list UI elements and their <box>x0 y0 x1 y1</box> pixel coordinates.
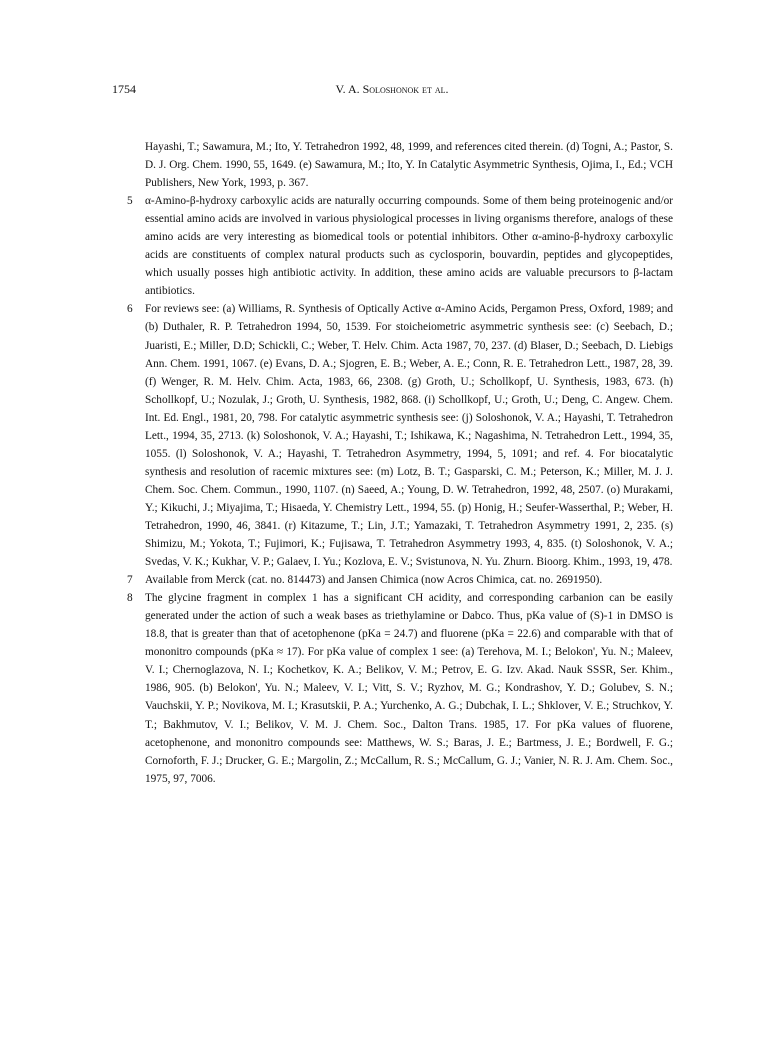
note-6 <box>127 300 673 571</box>
running-head-text: V. A. Soloshonok et al. <box>335 82 449 96</box>
note-number: 6 <box>127 303 133 316</box>
note-text: α-Amino-β-hydroxy carboxylic acids are naturally occurring compounds. Some of them being proteinogenic and/or essential amino acids are involved in various physiological processes in living organisms therefore, analogs of these amino acids are very interesting as biomedical tools or potential inhibitors. Other α-amino-β-hydroxy carboxylic acids are constituents of complex natural products such as cyclosporin, bouvardin, peptides and glycopeptides, which usually posses high antibiotic activity. In addition, these amino acids are valuable precursors to β-lactam antibiotics. <box>145 195 673 298</box>
note-number: 5 <box>127 195 133 208</box>
notes-section <box>127 138 673 788</box>
note-text: The glycine fragment in complex 1 has a significant CH acidity, and corresponding carbanion can be easily generated under the action of such a weak bases as triethylamine or Dabco. Thus, pKa value of (S)-1 in DMSO is 18.8, that is greater than that of acetophenone (pKa = 24.7) and fluorene (pKa = 22.6) and comparable with that of mononitro compounds (pKa ≈ 17). For pKa value of complex 1 see: (a) Terehova, M. I.; Belokon', Yu. N.; Maleev, V. I.; Chernoglazova, N. I.; Kochetkov, K. A.; Belikov, V. M.; Petrov, E. G. Izv. Akad. Nauk SSSR, Ser. Khim., 1986, 905. (b) Belokon', Yu. N.; Maleev, V. I.; Vitt, S. V.; Ryzhov, M. G.; Kondrashov, Y. D.; Golubev, S. N.; Vauchskii, Y. P.; Novikova, M. I.; Krasutskii, P. A.; Yurchenko, A. G.; Dubchak, I. L.; Shklover, V. E.; Struchkov, Y. T.; Bakhmutov, V. I.; Belikov, V. M. J. Chem. Soc., Dalton Trans. 1985, 17. For pKa values of fluorene, acetophenone, and mononitro compounds see: Matthews, W. S.; Baras, J. E.; Bartmess, J. E.; Bordwell, F. G.; Cornoforth, F. J.; Drucker, G. E.; Margolin, Z.; McCallum, R. S.; McCallum, G. J.; Vanier, N. R. J. Am. Chem. Soc., 1975, 97, 7006. <box>145 592 673 785</box>
note-text: Available from Merck (cat. no. 814473) and Jansen Chimica (now Acros Chimica, cat. no. 2691950). <box>145 574 603 587</box>
note-text: Hayashi, T.; Sawamura, M.; Ito, Y. Tetrahedron 1992, 48, 1999, and references cited therein. (d) Togni, A.; Pastor, S. D. J. Org. Chem. 1990, 55, 1649. (e) Sawamura, M.; Ito, Y. In Catalytic Asymmetric Synthesis, Ojima, I., Ed.; VCH Publishers, New York, 1993, p. 367. <box>145 141 673 190</box>
page-header <box>112 82 672 100</box>
note-5 <box>127 192 673 300</box>
page-number: 1754 <box>112 82 136 96</box>
note-text: For reviews see: (a) Williams, R. Synthesis of Optically Active α-Amino Acids, Pergamon Press, Oxford, 1989; and (b) Duthaler, R. P. Tetrahedron 1994, 50, 1539. For stoicheiometric asymmetric synthesis see: (c) Seebach, D.; Juaristi, E.; Miller, D.D; Schickli, C.; Weber, T. Helv. Chim. Acta 1987, 70, 237. (d) Blaser, D.; Seebach, D. Liebigs Ann. Chem. 1991, 1067. (e) Evans, D. A.; Sjogren, E. B.; Weber, A. E.; Conn, R. E. Tetrahedron Lett., 1987, 28, 39. (f) Wenger, R. M. Helv. Chim. Acta, 1983, 66, 2308. (g) Groth, U.; Schollkopf, U. Synthesis, 1983, 673. (h) Schollkopf, U.; Nozulak, J.; Groth, U. Synthesis, 1982, 868. (i) Schollkopf, U.; Groth, U.; Deng, C. Angew. Chem. Int. Ed. Engl., 1981, 20, 798. For catalytic asymmetric synthesis see: (j) Soloshonok, V. A.; Hayashi, T. Tetrahedron Lett., 1994, 35, 2713. (k) Soloshonok, V. A.; Hayashi, T.; Ishikawa, K.; Nagashima, N. Tetrahedron Lett., 1994, 35, 1055. (l) Soloshonok, V. A.; Hayashi, T. Tetrahedron Asymmetry, 1994, 5, 1091; and ref. 4. For biocatalytic synthesis and resolution of racemic mixtures see: (m) Lotz, B. T.; Gasparski, C. M.; Peterson, K.; Miller, M. J. J. Chem. Soc. Chem. Commun., 1990, 1107. (n) Saeed, A.; Young, D. W. Tetrahedron, 1992, 48, 2507. (o) Murakami, Y.; Kikuchi, J.; Miyajima, T.; Hisaeda, Y. Chemistry Lett., 1994, 55. (p) Honig, H.; Seufer-Wasserthal, P.; Weber, H. Tetrahedron, 1990, 46, 3841. (r) Kitazume, T.; Lin, J.T.; Yamazaki, T. Tetrahedron Asymmetry 1991, 2, 235. (s) Shimizu, M.; Yokota, T.; Fujimori, K.; Fujisawa, T. Tetrahedron Asymmetry 1993, 4, 835. (t) Soloshonok, V. A.; Svedas, V. K.; Kukhar, V. P.; Galaev, I. Yu.; Kozlova, E. V.; Svistunova, N. Yu. Zhurn. Bioorg. Khim., 1993, 19, 478. <box>145 303 673 569</box>
note-7 <box>127 571 673 589</box>
running-head <box>112 82 672 97</box>
note-number: 8 <box>127 592 133 605</box>
note-number: 7 <box>127 574 133 587</box>
note-8 <box>127 589 673 788</box>
note-continued <box>127 138 673 192</box>
